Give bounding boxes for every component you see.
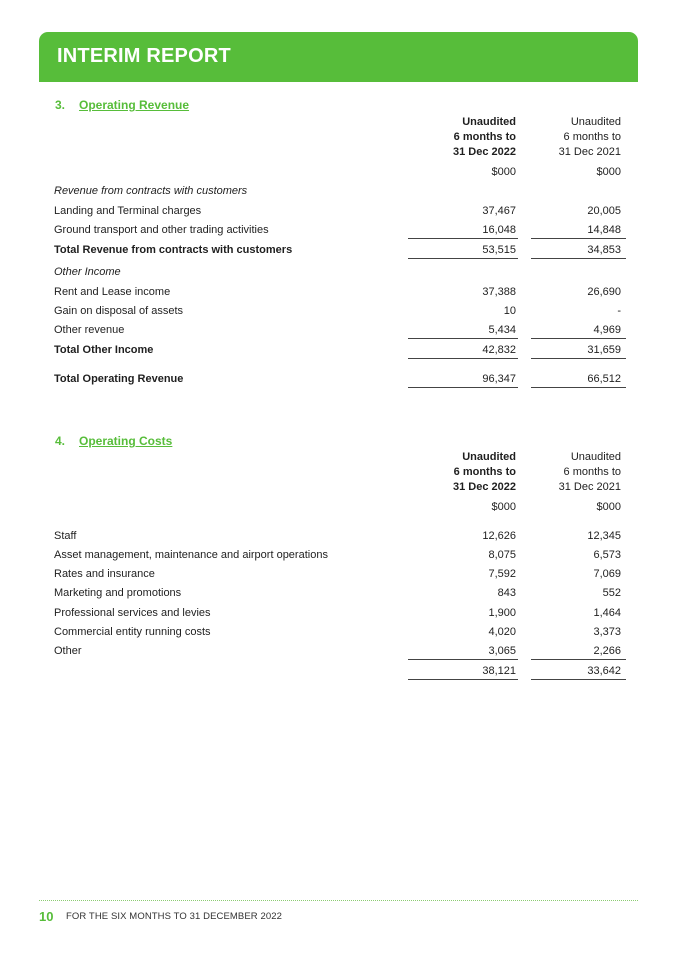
s4-row-value-2022: 7,592	[488, 568, 516, 580]
s4-total-rule-2021	[531, 679, 626, 680]
banner-title: INTERIM REPORT	[57, 45, 231, 67]
section-4-number: 4.	[55, 434, 66, 448]
s4-row-label: Other	[54, 645, 82, 657]
s3-grand-total-rule-2021	[531, 387, 626, 388]
s3-row-value-2022: 10	[503, 305, 516, 317]
s3-col1-header-2: 6 months to	[453, 131, 516, 143]
footer-text: FOR THE SIX MONTHS TO 31 DECEMBER 2022	[66, 911, 283, 922]
s3-total-contracts-label: Total Revenue from contracts with customers	[54, 244, 293, 256]
page-number: 10	[39, 909, 54, 924]
s3-grand-total-rule-2022	[408, 387, 518, 388]
report-banner	[39, 32, 638, 82]
s4-row-value-2022: 3,065	[488, 645, 516, 657]
s3-other-income-subheading: Other Income	[54, 266, 121, 278]
s4-row-value-2021: 7,069	[593, 568, 621, 580]
s4-row-value-2022: 1,900	[488, 607, 516, 619]
s3-row-value-2022: 37,388	[482, 286, 516, 298]
s3-col2-header-3: 31 Dec 2021	[558, 146, 621, 158]
s3-row-value-2022: 16,048	[482, 224, 516, 236]
s4-col2-header-3: 31 Dec 2021	[558, 481, 621, 493]
s3-col1-header-3: 31 Dec 2022	[453, 146, 516, 158]
s3-other-subtotal-rule-2021	[531, 338, 626, 339]
s3-row-value-2021: 14,848	[587, 224, 621, 236]
s3-row-label: Rent and Lease income	[54, 286, 171, 298]
s4-subtotal-rule-2021	[531, 659, 626, 660]
s4-row-label: Commercial entity running costs	[54, 626, 211, 638]
s3-col1-unit: $000	[491, 166, 516, 178]
s4-col2-header-2: 6 months to	[563, 466, 621, 478]
s3-other-subtotal-rule-2022	[408, 338, 518, 339]
s4-row-value-2022: 8,075	[488, 549, 516, 561]
section-4-heading	[55, 434, 172, 448]
s4-subtotal-rule-2022	[408, 659, 518, 660]
s3-contracts-subheading: Revenue from contracts with customers	[54, 185, 248, 197]
s4-row-value-2021: 1,464	[593, 607, 621, 619]
section-3-heading	[55, 98, 189, 112]
s3-row-label: Landing and Terminal charges	[54, 205, 202, 217]
s3-other-total-rule-2021	[531, 358, 626, 359]
s4-col2-header-1: Unaudited	[570, 451, 621, 463]
s4-col1-header-1: Unaudited	[462, 451, 516, 463]
s3-subtotal-rule-2021	[531, 238, 626, 239]
section-3-number: 3.	[55, 98, 66, 112]
s3-total-rule-2022	[408, 258, 518, 259]
s4-row-value-2021: 12,345	[587, 530, 621, 542]
s3-total-operating-revenue-label: Total Operating Revenue	[54, 373, 184, 385]
s3-other-total-rule-2022	[408, 358, 518, 359]
s4-row-value-2021: 2,266	[593, 645, 621, 657]
s3-row-value-2021: -	[617, 305, 621, 317]
s4-row-value-2021: 6,573	[593, 549, 621, 561]
s4-row-label: Rates and insurance	[54, 568, 155, 580]
s3-total-contracts-2022: 53,515	[482, 244, 516, 256]
s4-row-value-2022: 843	[497, 587, 516, 599]
footer-divider	[39, 900, 638, 901]
s3-total-rule-2021	[531, 258, 626, 259]
s4-row-label: Marketing and promotions	[54, 587, 182, 599]
s4-row-value-2022: 12,626	[482, 530, 516, 542]
s4-row-label: Staff	[54, 530, 77, 542]
s3-col1-header-1: Unaudited	[462, 116, 516, 128]
s4-total-2021: 33,642	[587, 665, 621, 677]
s4-col2-unit: $000	[596, 501, 621, 513]
s3-col2-unit: $000	[596, 166, 621, 178]
s3-total-other-income-label: Total Other Income	[54, 344, 154, 356]
s3-total-other-income-2021: 31,659	[587, 344, 621, 356]
s4-col1-unit: $000	[491, 501, 516, 513]
section-4-title: Operating Costs	[79, 434, 173, 448]
s4-row-value-2021: 552	[602, 587, 621, 599]
s3-row-label: Ground transport and other trading activities	[54, 224, 269, 236]
s4-row-value-2021: 3,373	[593, 626, 621, 638]
s3-total-operating-revenue-2022: 96,347	[482, 373, 516, 385]
s3-row-value-2022: 37,467	[482, 205, 516, 217]
s3-subtotal-rule-2022	[408, 238, 518, 239]
s4-col1-header-3: 31 Dec 2022	[453, 481, 516, 493]
s3-total-operating-revenue-2021: 66,512	[587, 373, 621, 385]
s4-total-2022: 38,121	[482, 665, 516, 677]
s3-row-value-2021: 26,690	[587, 286, 621, 298]
section-3-title: Operating Revenue	[79, 98, 190, 112]
s3-col2-header-2: 6 months to	[563, 131, 621, 143]
s4-row-label: Asset management, maintenance and airport operations	[54, 549, 328, 561]
s4-col1-header-2: 6 months to	[453, 466, 516, 478]
s3-row-value-2022: 5,434	[488, 324, 516, 336]
s3-row-value-2021: 4,969	[593, 324, 621, 336]
s3-row-label: Other revenue	[54, 324, 125, 336]
s3-row-label: Gain on disposal of assets	[54, 305, 184, 317]
s3-row-value-2021: 20,005	[587, 205, 621, 217]
s3-col2-header-1: Unaudited	[570, 116, 621, 128]
s4-total-rule-2022	[408, 679, 518, 680]
s3-total-other-income-2022: 42,832	[482, 344, 516, 356]
s4-row-label: Professional services and levies	[54, 607, 211, 619]
s4-row-value-2022: 4,020	[488, 626, 516, 638]
s3-total-contracts-2021: 34,853	[587, 244, 621, 256]
